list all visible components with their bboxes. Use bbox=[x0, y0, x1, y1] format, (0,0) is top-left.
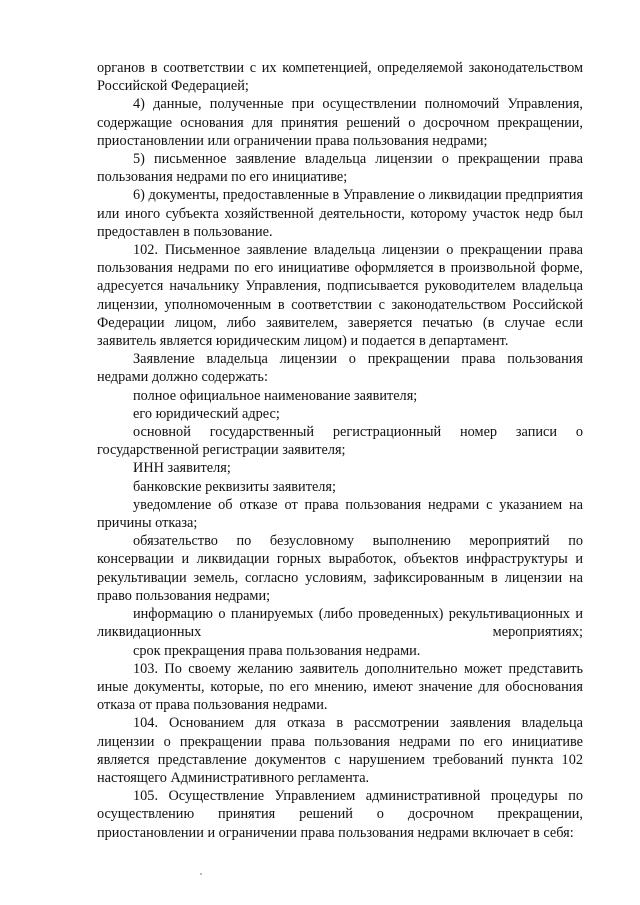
list-item-inn: ИНН заявителя; bbox=[133, 460, 231, 477]
list-item-refusal-notice: уведомление об отказе от права пользования недрами с указанием на причины отказа; bbox=[97, 496, 583, 532]
paragraph-105: 105. Осуществление Управлением административной процедуры по осуществлению принятия решений о досрочном прекращении, приостановлении и ограничении права пользования недрами включает в себя: bbox=[97, 788, 583, 841]
paragraph-104: 104. Основанием для отказа в рассмотрении заявления владельца лицензии о прекращении права пользования недрами по его инициативе является представление документов с нарушением требований пункта 102 настоящего Административного регламента. bbox=[97, 715, 583, 786]
paragraph-item-5: 5) письменное заявление владельца лицензии о прекращении права пользования недрами по его инициативе; bbox=[97, 151, 583, 186]
list-item-address: его юридический адрес; bbox=[133, 405, 280, 422]
paragraph-application-contents: Заявление владельца лицензии о прекращении права пользования недрами должно содержать: bbox=[97, 351, 583, 386]
scan-speck bbox=[200, 873, 202, 875]
list-item-bank-details: банковские реквизиты заявителя; bbox=[133, 478, 336, 495]
list-item-termination-date: срок прекращения права пользования недрами. bbox=[133, 642, 421, 659]
paragraph-103: 103. По своему желанию заявитель дополнительно может представить иные документы, которые, по его мнению, имеют значение для обоснования отказа от права пользования недрами. bbox=[97, 660, 583, 714]
list-item-ogrn: основной государственный регистрационный номер записи о государственной регистрации заявителя; bbox=[97, 424, 583, 459]
paragraph-102: 102. Письменное заявление владельца лицензии о прекращении права пользования недрами по его инициативе оформляется в произвольной форме, адресуется начальнику Управления, подписывается руководителем владельца лицензии, уполномоченным в соответствии с законодательством Российской Федерации лицом, либо заявителем, заверяется печатью (в случае если заявитель является юридическим лицом) и подается в департамент. bbox=[97, 242, 583, 350]
document-body bbox=[97, 59, 583, 842]
paragraph-item-6: 6) документы, предоставленные в Управление о ликвидации предприятия или иного субъекта хозяйственной деятельности, которому участок недр был предоставлен в пользование. bbox=[97, 187, 583, 240]
paragraph-item-4: 4) данные, полученные при осуществлении полномочий Управления, содержащие основания для принятия решений о досрочном прекращении, приостановлении или ограничении права пользования недрами; bbox=[97, 96, 583, 149]
paragraph-continuation: органов в соответствии с их компетенцией, определяемой законодательством Российской Федерацией; bbox=[97, 60, 583, 95]
list-item-obligation: обязательство по безусловному выполнению мероприятий по консервации и ликвидации горных выработок, объектов инфраструктуры и рекультивации земель, согласно условиям, зафиксированным в лицензии на право пользования недрами; bbox=[97, 533, 583, 604]
list-item-name: полное официальное наименование заявителя; bbox=[133, 387, 418, 404]
list-item-information: информацию о планируемых (либо проведенных) рекультивационных и ликвидационных мероприятиях; bbox=[97, 606, 583, 641]
